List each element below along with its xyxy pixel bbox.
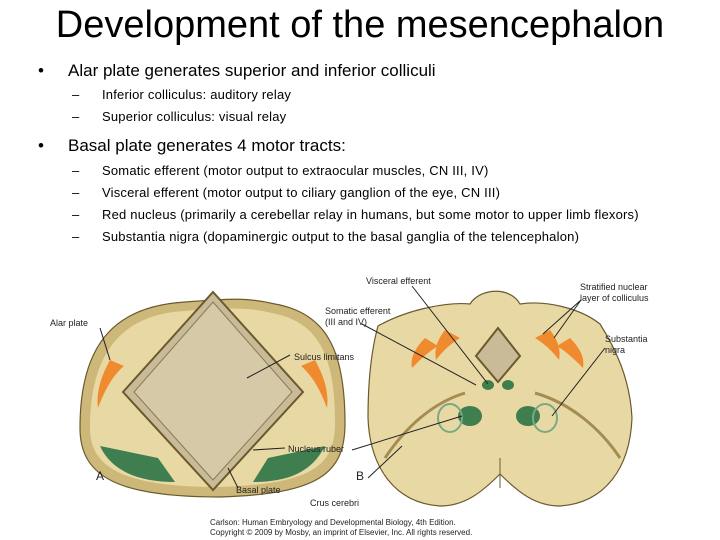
figure-caption-line-2: Copyright © 2009 by Mosby, an imprint of Elsevier, Inc. All rights reserved. xyxy=(210,528,473,537)
label-substantia-nigra-sub: nigra xyxy=(605,345,626,355)
somatic-efferent-nucleus-right xyxy=(502,380,514,390)
sub-bullet-text: Substantia nigra (dopaminergic output to the basal ganglia of the telencephalon) xyxy=(102,229,580,244)
label-alar-plate: Alar plate xyxy=(50,318,89,328)
bullet-text: Alar plate generates superior and inferior colliculi xyxy=(68,61,436,80)
label-stratified-layer-sub: layer of colliculus xyxy=(580,293,649,303)
mesencephalon-diagram xyxy=(40,268,720,540)
label-nucleus-ruber: Nucleus ruber xyxy=(288,444,345,454)
bullet-marker: • xyxy=(38,61,44,80)
somatic-efferent-nucleus-left xyxy=(482,380,494,390)
label-visceral-efferent: Visceral efferent xyxy=(366,276,431,286)
sub-bullet-text: Superior colliculus: visual relay xyxy=(102,109,287,124)
label-sulcus-limitans: Sulcus limitans xyxy=(294,352,355,362)
sub-bullet-text: Visceral efferent (motor output to ciliary ganglion of the eye, CN III) xyxy=(102,185,501,200)
label-substantia-nigra: Substantia xyxy=(605,334,648,344)
panel-b-cross-section xyxy=(368,291,632,506)
label-somatic-efferent-sub: (III and IV) xyxy=(325,317,368,327)
label-crus-cerebri: Crus cerebri xyxy=(310,498,360,508)
sub-bullet-text: Inferior colliculus: auditory relay xyxy=(102,87,292,102)
bullet-text: Basal plate generates 4 motor tracts: xyxy=(68,136,346,155)
sub-bullet-text: Red nucleus (primarily a cerebellar relay in humans, but some motor to upper limb flexors) xyxy=(102,207,639,222)
dash-marker: – xyxy=(72,185,80,200)
dash-marker: – xyxy=(72,229,80,244)
figure-caption-line-1: Carlson: Human Embryology and Developmental Biology, 4th Edition. xyxy=(210,518,456,527)
panel-a-cross-section xyxy=(80,292,345,497)
page-title: Development of the mesencephalon xyxy=(55,4,665,46)
dash-marker: – xyxy=(72,163,80,178)
label-panel-a: A xyxy=(96,469,105,483)
dash-marker: – xyxy=(72,109,80,124)
label-panel-b: B xyxy=(356,469,365,483)
dash-marker: – xyxy=(72,207,80,222)
dash-marker: – xyxy=(72,87,80,102)
label-stratified-layer: Stratified nuclear xyxy=(580,282,648,292)
label-somatic-efferent: Somatic efferent xyxy=(325,306,391,316)
sub-bullet-text: Somatic efferent (motor output to extraocular muscles, CN III, IV) xyxy=(102,163,489,178)
bullet-marker: • xyxy=(38,136,44,155)
label-basal-plate: Basal plate xyxy=(236,485,281,495)
